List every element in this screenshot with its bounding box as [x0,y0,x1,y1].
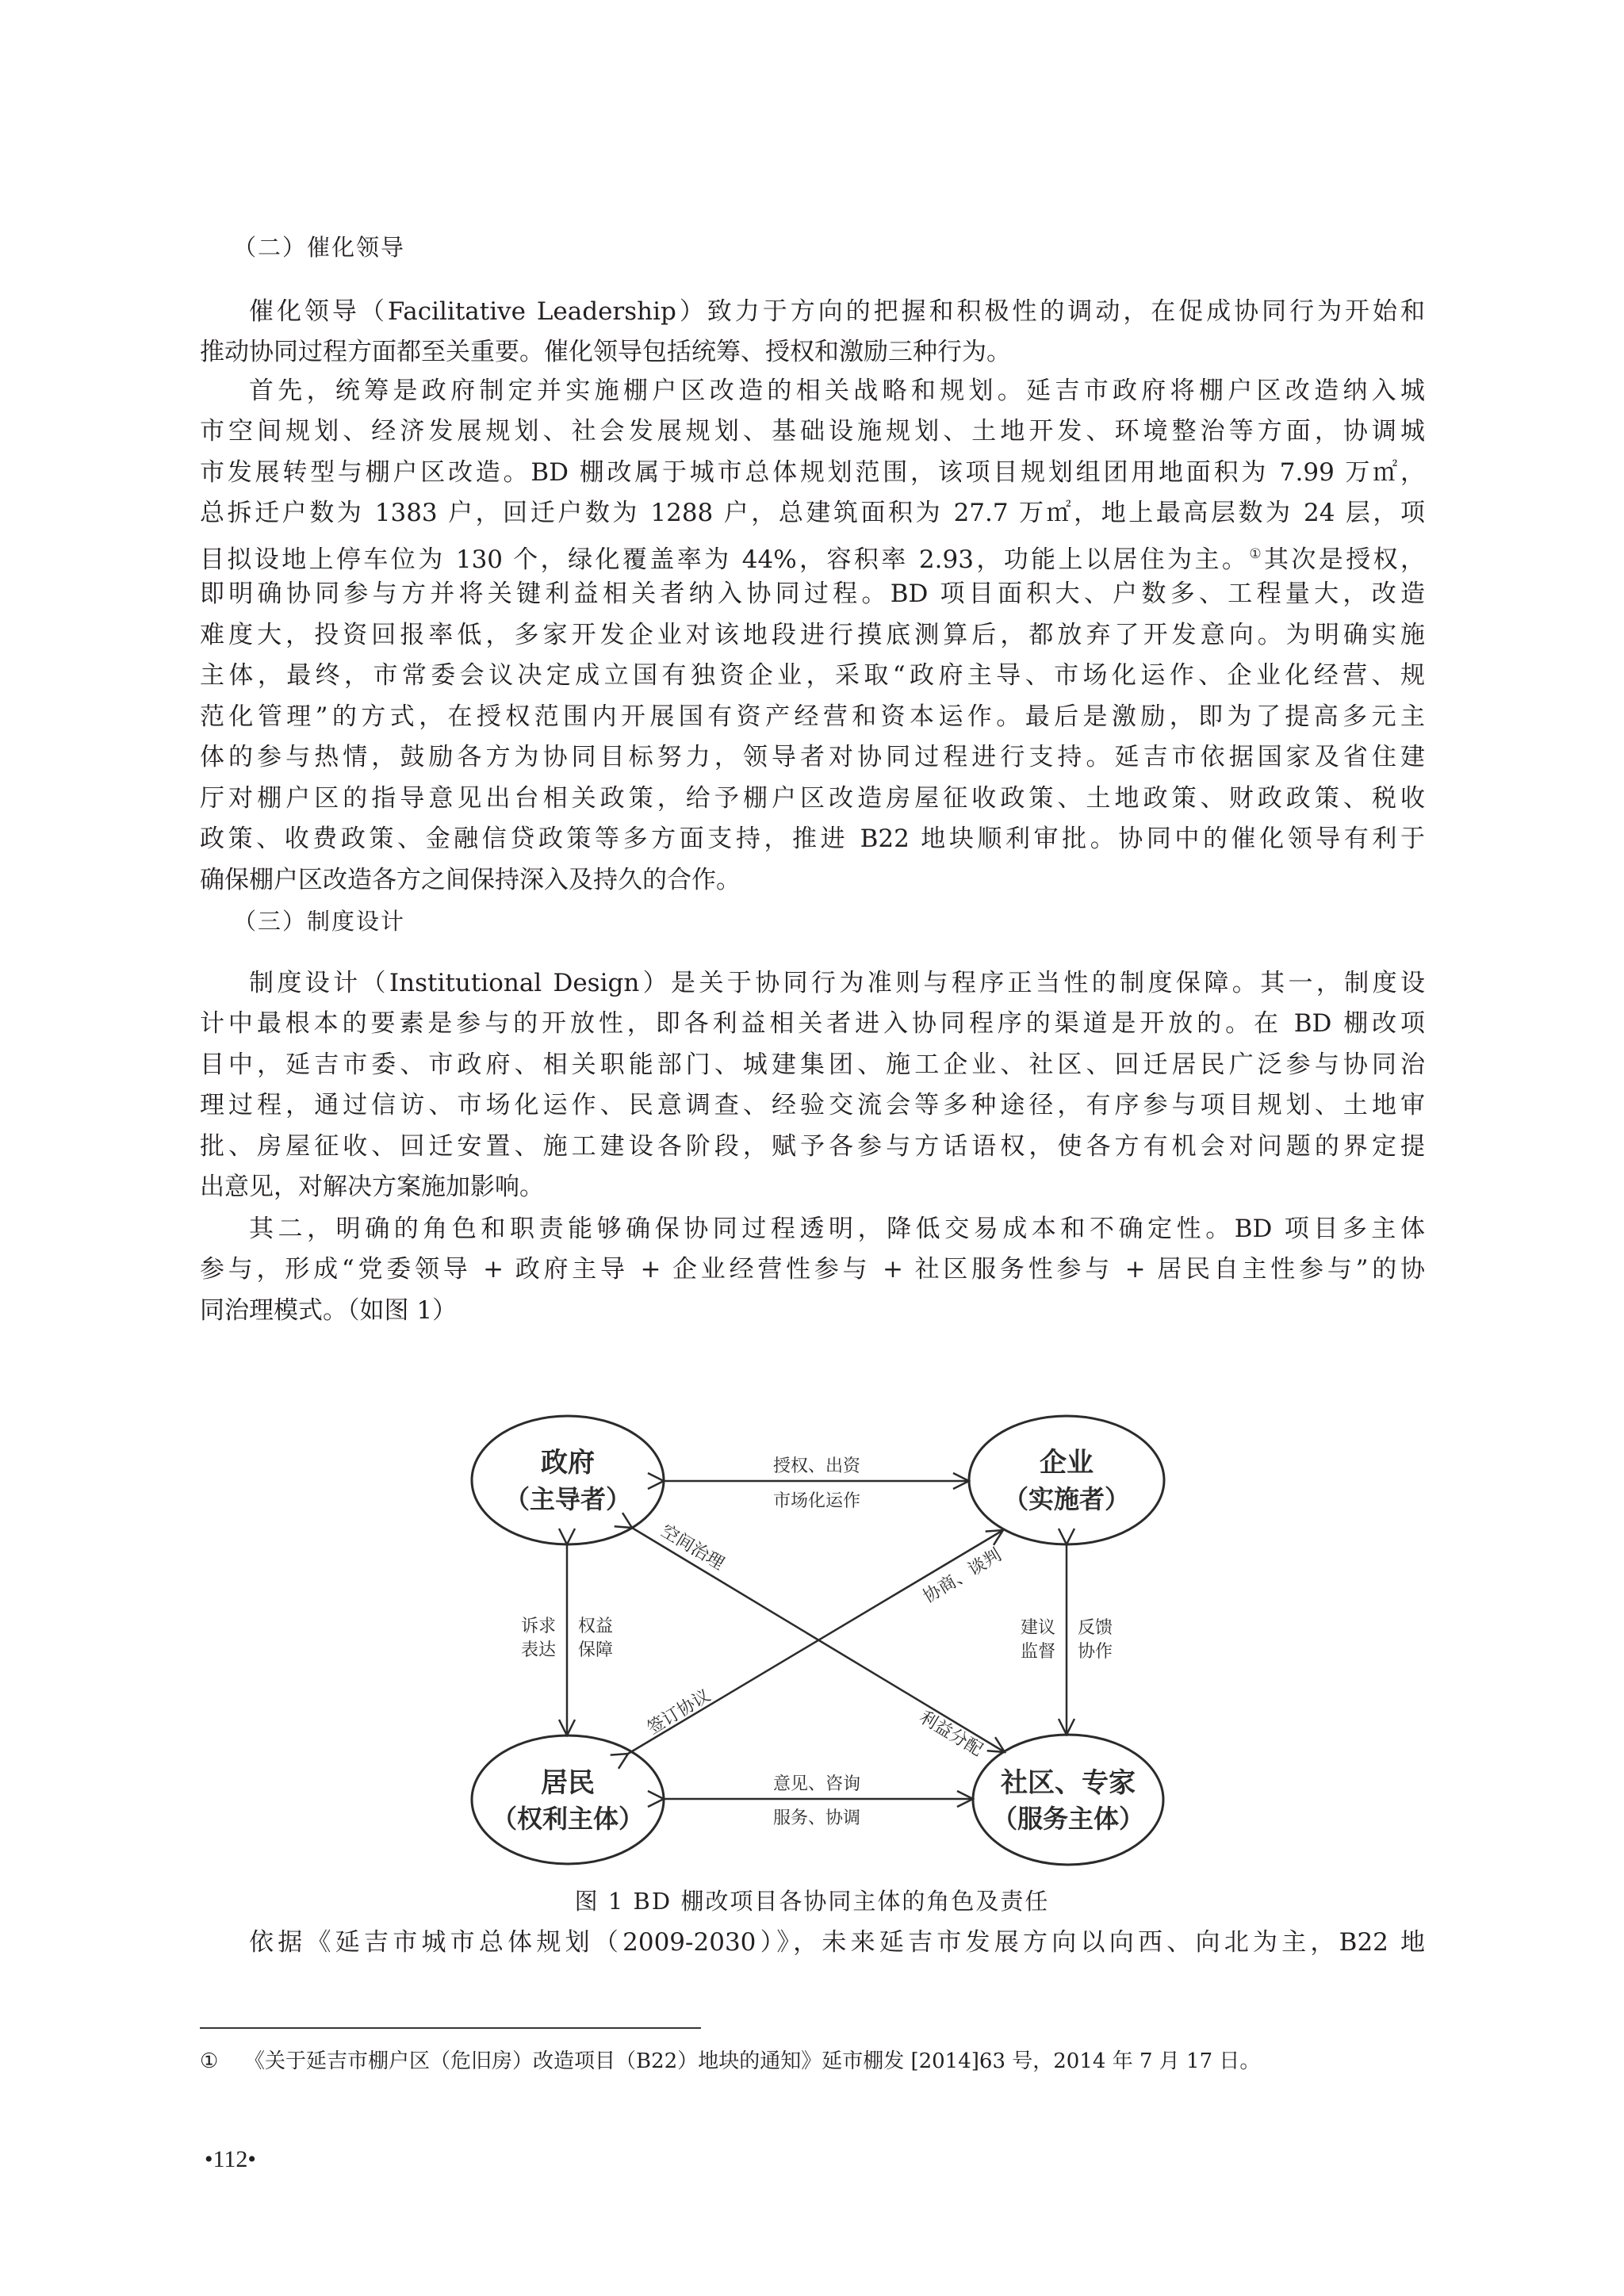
node-community [973,1735,1163,1865]
node-enterprise [969,1416,1164,1544]
edge-label-market-operation: 市场化运作 [772,1491,861,1511]
edge-label-protection: 保障 [578,1640,614,1660]
paragraph-line: 参与，形成“党委领导 + 政府主导 + 企业经营性参与 + 社区服务性参与 + 居民自主性参与”的协 [200,1255,1425,1284]
edge-label-benefit-distribution: 利益分配 [915,1707,986,1761]
paragraph-line: 范化管理”的方式，在授权范围内开展国有资产经营和资本运作。最后是激励，即为了提高多元主 [200,702,1425,731]
paragraph-line: 催化领导（Facilitative Leadership）致力于方向的把握和积极性的调动，在促成协同行为开始和 [249,297,1425,326]
section-heading-institutional-design: （三）制度设计 [233,908,406,935]
edge-label-supervise: 监督 [1020,1642,1055,1662]
edge-label-opinion-consult: 意见、咨询 [772,1774,861,1794]
paragraph-line: 政策、收费政策、金融信贷政策等多方面支持，推进 B22 地块顺利审批。协同中的催化领导有利于 [200,825,1425,853]
paragraph-line: 推动协同过程方面都至关重要。催化领导包括统筹、授权和激励三种行为。 [200,338,1011,366]
edge-label-rights: 权益 [578,1617,614,1636]
edge-label-appeal: 诉求 [520,1617,556,1636]
node-enterprise-role: （实施者） [1002,1484,1131,1514]
footnote-text: 《关于延吉市棚户区（危旧房）改造项目（B22）地块的通知》延市棚发 [2014]63 号，2014 年 7 月 17 日。 [244,2049,1261,2073]
node-government-name: 政府 [541,1447,595,1479]
collaboration-diagram [444,1403,1189,1879]
node-government-role: （主导者） [504,1484,632,1514]
paragraph-line: 确保棚户区改造各方之间保持深入及持久的合作。 [200,866,741,894]
edge-label-negotiate: 协商、谈判 [920,1545,1005,1608]
page-number: •112• [205,2146,256,2172]
paragraph-line: 出意见，对解决方案施加影响。 [200,1173,544,1201]
edge-label-cooperate: 协作 [1078,1642,1113,1662]
paragraph-line-with-footnote [200,538,1425,576]
node-government [472,1416,664,1544]
edge-label-expression: 表达 [520,1640,556,1660]
paragraph-line: 厅对棚户区的指导意见出台相关政策，给予棚户区改造房屋征收政策、土地政策、财政政策、税收 [200,784,1425,813]
paragraph-line: 体的参与热情，鼓励各方为协同目标努力，领导者对协同过程进行支持。延吉市依据国家及省住建 [200,743,1425,771]
edge-label-service-coordinate: 服务、协调 [772,1808,861,1828]
paragraph-line: 市发展转型与棚户区改造。BD 棚改属于城市总体规划范围，该项目规划组团用地面积为 7.99 万㎡， [200,458,1425,487]
paragraph-line: 难度大，投资回报率低，多家开发企业对该地段进行摸底测算后，都放弃了开发意向。为明确实施 [200,621,1425,649]
footnote-reference[interactable]: ① [1249,546,1264,562]
node-community-role: （服务主体） [991,1804,1145,1834]
footnote-mark: ① [200,2049,219,2073]
paragraph-line: 首先，统筹是政府制定并实施棚户区改造的相关战略和规划。延吉市政府将棚户区改造纳入城 [249,377,1425,405]
footnote [200,2047,1260,2076]
figure-caption: 图 1 BD 棚改项目各协同主体的角色及责任 [574,1888,1050,1915]
paragraph-line: 同治理模式。（如图 1） [200,1296,458,1325]
paragraph-line: 制度设计（Institutional Design）是关于协同行为准则与程序正当性的制度保障。其一，制度设 [249,969,1425,997]
node-residents-name: 居民 [541,1767,595,1799]
edge-label-feedback: 反馈 [1078,1618,1113,1638]
edge-label-authorize-invest: 授权、出资 [772,1456,861,1476]
paragraph-line: 计中最根本的要素是参与的开放性，即各利益相关者进入协同程序的渠道是开放的。在 BD 棚改项 [200,1009,1425,1038]
node-enterprise-name: 企业 [1040,1447,1094,1479]
paragraph-text: 其次是授权， [1264,545,1426,574]
paragraph-line: 其二，明确的角色和职责能够确保协同过程透明，降低交易成本和不确定性。BD 项目多主体 [249,1215,1425,1243]
paragraph-line: 主体，最终，市常委会议决定成立国有独资企业，采取“政府主导、市场化运作、企业化经营、规 [200,661,1425,690]
paragraph-line: 市空间规划、经济发展规划、社会发展规划、基础设施规划、土地开发、环境整治等方面，协调城 [200,417,1425,446]
paragraph-line: 依据《延吉市城市总体规划（2009-2030）》，未来延吉市发展方向以向西、向北为主，B22 地 [249,1928,1425,1957]
paragraph-line: 理过程，通过信访、市场化运作、民意调查、经验交流会等多种途径，有序参与项目规划、土地审 [200,1091,1425,1119]
edge-label-suggest: 建议 [1020,1618,1055,1638]
node-residents [472,1735,664,1864]
edge-label-spatial-governance: 空间治理 [657,1521,728,1575]
section-heading-facilitative-leadership: （二）催化领导 [233,234,406,261]
footnote-divider [200,2027,701,2029]
node-residents-role: （权利主体） [491,1804,645,1834]
paragraph-text: 目拟设地上停车位为 130 个，绿化覆盖率为 44%，容积率 2.93，功能上以居住为主。 [200,545,1250,574]
paragraph-line: 目中，延吉市委、市政府、相关职能部门、城建集团、施工企业、社区、回迁居民广泛参与协同治 [200,1050,1425,1079]
node-community-name: 社区、专家 [1001,1767,1136,1799]
paragraph-line: 批、房屋征收、回迁安置、施工建设各阶段，赋予各参与方话语权，使各方有机会对问题的界定提 [200,1132,1425,1161]
paragraph-line: 即明确协同参与方并将关键利益相关者纳入协同过程。BD 项目面积大、户数多、工程量大，改造 [200,580,1425,608]
edge-label-sign-agreement: 签订协议 [644,1686,714,1739]
paragraph-line: 总拆迁户数为 1383 户，回迁户数为 1288 户，总建筑面积为 27.7 万㎡，地上最高层数为 24 层，项 [200,499,1425,527]
